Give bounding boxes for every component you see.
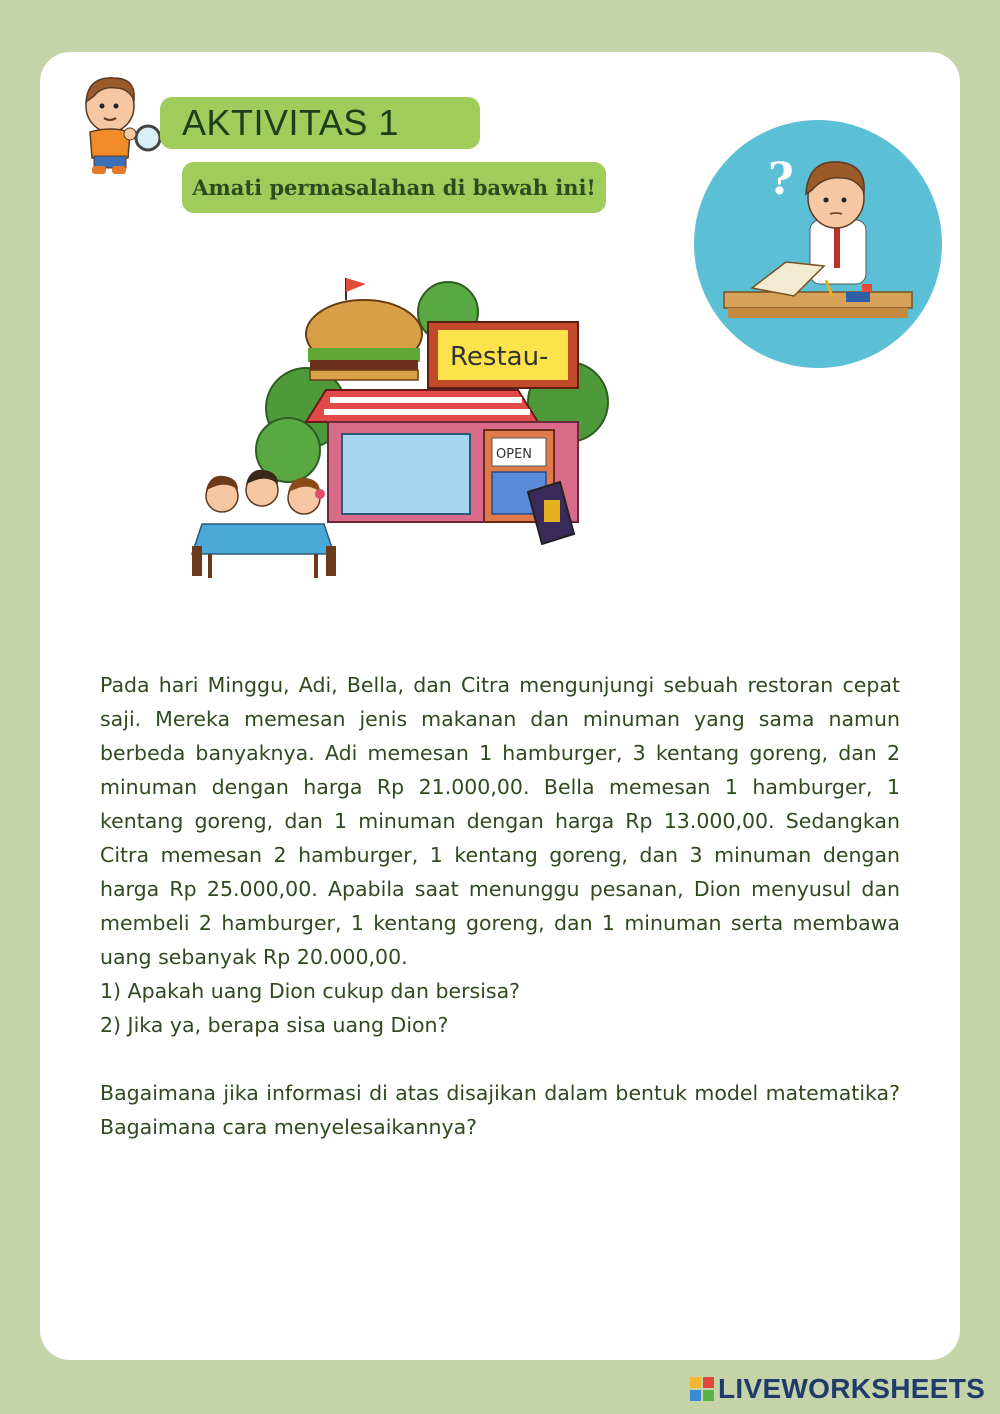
instruction-text: Amati permasalahan di bawah ini! [192, 175, 596, 200]
closing-question: Bagaimana jika informasi di atas disajikan dalam bentuk model matematika? Bagaimana cara menyelesaikannya? [100, 1081, 900, 1139]
restaurant-illustration [98, 272, 694, 606]
liveworksheets-brand: LIVEWORKSHEETS [718, 1373, 986, 1404]
question-1: 1) Apakah uang Dion cukup dan bersisa? [100, 979, 521, 1003]
page-title: AKTIVITAS 1 [182, 102, 399, 143]
door-open-sign: OPEN [496, 447, 533, 462]
svg-text:?: ? [768, 154, 794, 205]
question-2: 2) Jika ya, berapa sisa uang Dion? [100, 1013, 449, 1037]
problem-text [100, 668, 900, 1144]
spacer [100, 1042, 900, 1076]
liveworksheets-logo-icon [690, 1377, 714, 1401]
thinking-student-icon [694, 120, 942, 368]
restaurant-sign-text: Restau- [450, 342, 549, 372]
liveworksheets-logo[interactable] [690, 1374, 985, 1404]
kid-magnifier-icon [72, 66, 164, 178]
problem-paragraph: Pada hari Minggu, Adi, Bella, dan Citra mengunjungi sebuah restoran cepat saji. Mereka memesan jenis makanan dan minuman yang sama namun berbeda banyaknya. Adi memesan 1 hamburger, 3 kentang goreng, dan 2 minuman dengan harga Rp 21.000,00. Bella memesan 1 hamburger, 1 kentang goreng, dan 1 minuman dengan harga Rp 13.000,00. Sedangkan Citra memesan 2 hamburger, 1 kentang goreng, dan 3 minuman dengan harga Rp 25.000,00. Apabila saat menunggu pesanan, Dion menyusul dan membeli 2 hamburger, 1 kentang goreng, dan 1 minuman serta membawa uang sebanyak Rp 20.000,00. [100, 673, 900, 969]
instruction-banner [182, 162, 606, 213]
